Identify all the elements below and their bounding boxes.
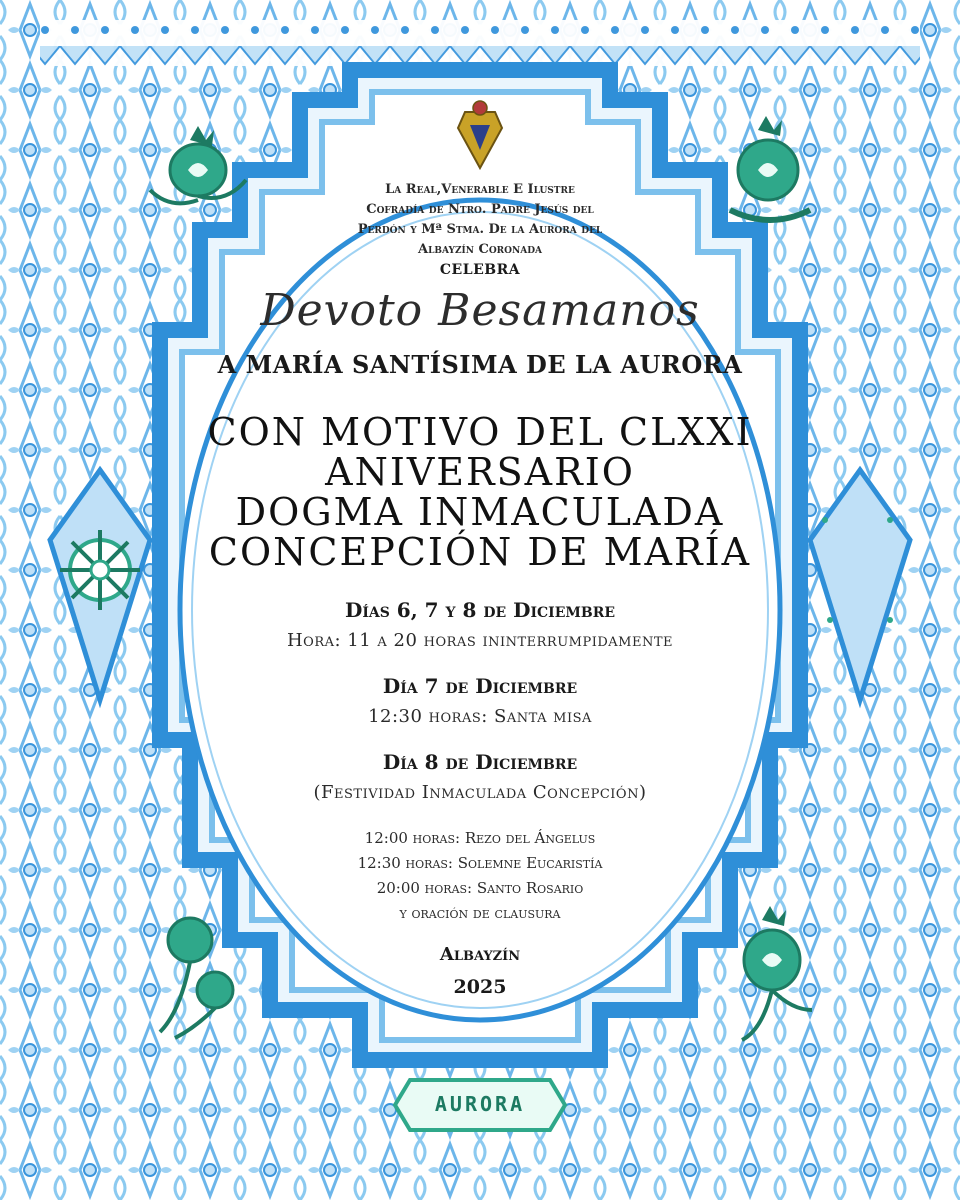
- block2-heading: Día 7 de Diciembre: [382, 674, 578, 698]
- block3-item-4: y oración de clausura: [399, 904, 561, 922]
- organization-line-2: Cofradía de Ntro. Padre Jesús del: [366, 202, 594, 217]
- block3-item-1: 12:00 horas: Rezo del Ángelus: [364, 829, 596, 847]
- block1-detail: Hora: 11 a 20 horas ininterrumpidamente: [286, 630, 674, 651]
- block3-note: (Festividad Inmaculada Concepción): [313, 782, 647, 803]
- organization-line-4: Albayzín Coronada: [417, 242, 543, 257]
- celebra-label: CELEBRA: [439, 262, 521, 278]
- block3-heading: Día 8 de Diciembre: [382, 750, 578, 774]
- block3-item-3: 20:00 horas: Santo Rosario: [376, 879, 584, 897]
- organization-line-1: La Real,Venerable E Ilustre: [385, 182, 575, 197]
- footer-year: 2025: [453, 976, 507, 998]
- organization-line-3: Perdón y Mª Stma. De la Aurora del: [357, 222, 603, 237]
- motive-line-3: DOGMA INMACULADA: [235, 490, 725, 534]
- subtitle: A MARÍA SANTÍSIMA DE LA AURORA: [217, 350, 743, 379]
- aurora-cartouche-label: AURORA: [434, 1092, 526, 1116]
- block3-item-2: 12:30 horas: Solemne Eucaristía: [357, 854, 603, 872]
- motive-line-2: ANIVERSARIO: [325, 450, 635, 494]
- script-title: Devoto Besamanos: [260, 285, 700, 336]
- footer-place: Albayzín: [439, 944, 521, 965]
- motive-line-4: CONCEPCIÓN DE MARÍA: [208, 530, 752, 574]
- motive-line-1: CON MOTIVO DEL CLXXI: [207, 410, 753, 454]
- block2-detail: 12:30 horas: Santa misa: [368, 706, 592, 727]
- block1-heading: Días 6, 7 y 8 de Diciembre: [344, 598, 616, 622]
